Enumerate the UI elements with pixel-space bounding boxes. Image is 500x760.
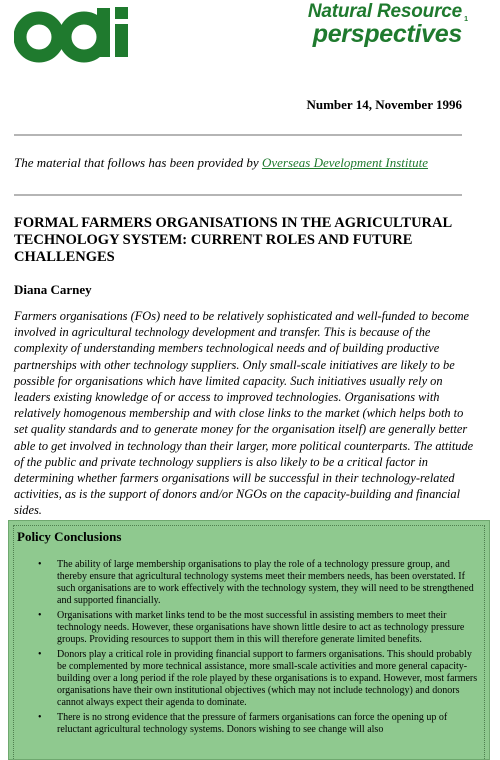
- bullet-icon: •: [38, 649, 42, 660]
- bullet-icon: •: [38, 610, 42, 621]
- series-title-line1: Natural Resource: [307, 1, 462, 22]
- policy-item-text: Donors play a critical role in providing financial support to farmers organisations. This should probably be complemented by more technical assistance, more small-scale activities and more general capacity-building over a long period if the role played by these organisations is to expand. However, most farmers organisations have their own institutional objectives (which may not include technology) and donors cannot always expect their agenda to dominate.: [57, 649, 478, 708]
- series-mark: 1: [464, 16, 468, 23]
- odi-logo-graphic: [14, 4, 130, 64]
- policy-item: [17, 712, 479, 736]
- bullet-icon: •: [38, 712, 42, 723]
- article-title: FORMAL FARMERS ORGANISATIONS IN THE AGRICULTURAL TECHNOLOGY SYSTEM: CURRENT ROLES AND FUTURE CHALLENGES: [14, 215, 452, 265]
- policy-item-text: The ability of large membership organisations to play the role of a technology pressure group, and thereby ensure that agricultural technology systems meet their members needs, has been overstated. If such organisations are to work effectively with the technology system, they will need to be strengthened and supported financially.: [57, 559, 474, 606]
- policy-item: [17, 559, 479, 607]
- policy-conclusions-heading: Policy Conclusions: [17, 529, 122, 544]
- issue-number: Number 14, November 1996: [306, 97, 462, 112]
- abstract-paragraph: Farmers organisations (FOs) need to be relatively sophisticated and well-funded to become involved in agricultural technology development and transfer. This is because of the complexity of understanding members technological needs and of building productive partnerships with other technology suppliers. Only small-scale initiatives are likely to be possible for organisations which have limited capacity. Such initiatives usually rely on leaders existing knowledge of or access to improved technologies. Organisations with relatively homogenous membership and with close links to the market (which helps both to set quality standards and to generate money for the organisation itself) are generally better able to get involved in technology than their larger, more political counterparts. The attitude of the public and private technology suppliers is also likely to be a critical factor in determining whether farmers organisations will be successful in their technology-related activities, as is the support of donors and/or NGOs on the capacity-building and financial sides.: [14, 309, 474, 518]
- odi-logo: [14, 4, 130, 64]
- author-name: Diana Carney: [14, 282, 92, 297]
- policy-conclusions-box: [8, 520, 490, 760]
- policy-item: [17, 649, 479, 709]
- provided-by-text: The material that follows has been provided by: [14, 155, 262, 170]
- top-divider: [14, 134, 462, 136]
- bullet-icon: •: [38, 559, 42, 570]
- policy-item-text: Organisations with market links tend to be the most successful in assisting members to meet their technology needs. However, these organisations have shown little desire to act as technology pressure groups. Providing resources to support them in this will therefore generate limited benefits.: [57, 610, 465, 645]
- series-masthead: [307, 1, 468, 48]
- series-title-line2: perspectives: [312, 20, 462, 48]
- policy-conclusions-list: [17, 559, 479, 739]
- header-divider: [14, 194, 462, 196]
- provided-by-line: [14, 155, 428, 171]
- policy-item-text: There is no strong evidence that the pressure of farmers organisations can force the opening up of reluctant agricultural technology systems. Donors wishing to see change will also: [57, 712, 448, 735]
- policy-item: [17, 610, 479, 646]
- odi-link[interactable]: Overseas Development Institute: [261, 155, 429, 170]
